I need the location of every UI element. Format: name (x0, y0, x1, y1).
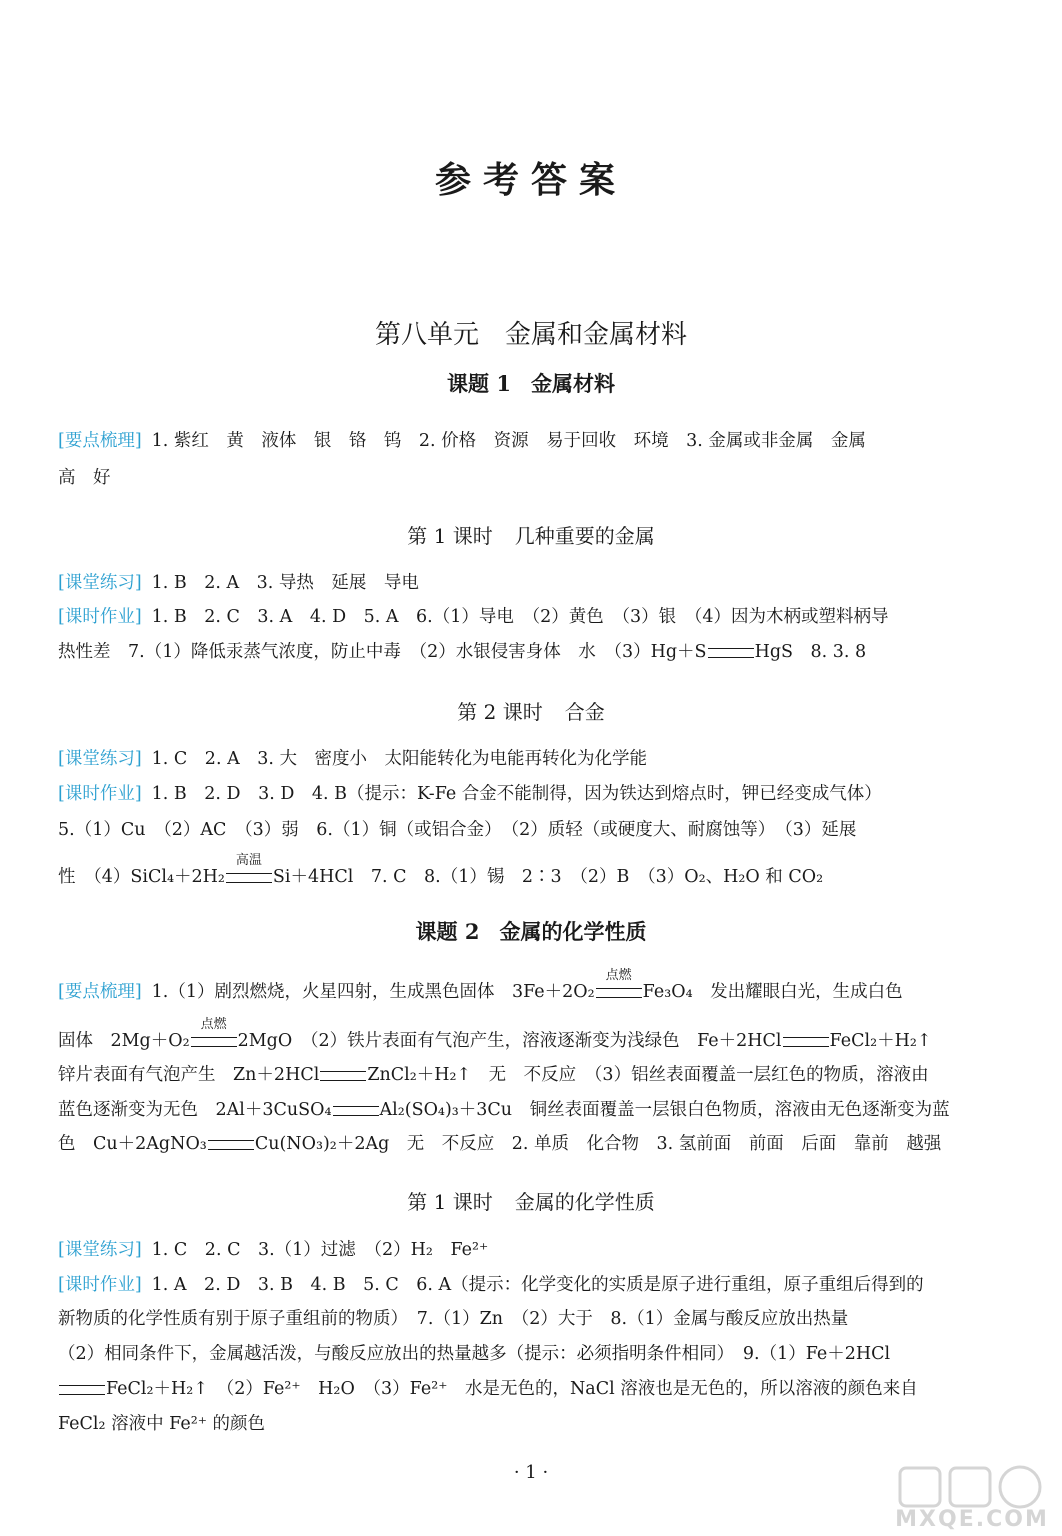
answer-text: 性 （4）SiCl₄＋2H₂ (58, 867, 225, 887)
answer-text: HgS 8. 3. 8 (754, 642, 867, 662)
unit-name: 金属和金属材料 (505, 320, 688, 350)
unit-number: 第八单元 (374, 320, 479, 350)
answer-text: 2MgO （2）铁片表面有气泡产生，溶液逐渐变为浅绿色 Fe＋2HCl (237, 1031, 782, 1051)
lesson-2-name: 合金 (564, 700, 605, 724)
lesson-2-heading (0, 696, 1062, 725)
topic-1-number: 课题 1 (447, 371, 511, 396)
page-number: · 1 · (513, 1462, 549, 1483)
answer-text: 1.（1）剧烈燃烧，火星四射，生成黑色固体 3Fe＋2O₂ (151, 982, 595, 1002)
s2-line-1 (58, 575, 1018, 593)
lesson-3-heading (0, 1186, 1062, 1215)
answer-text: 1. C 2. C 3.（1）过滤 （2）H₂ Fe²⁺ (151, 1240, 489, 1260)
section-tag: [课时作业] (58, 607, 142, 627)
s6-line-4 (58, 1102, 1018, 1120)
topic-1-heading (0, 368, 1062, 398)
answer-text: 固体 2Mg＋O₂ (58, 1031, 190, 1051)
s8-line-1 (58, 1277, 1018, 1295)
s8-line-2 (58, 1311, 1018, 1329)
answer-text: FeCl₂＋H₂↑ （2）Fe²⁺ H₂O （3）Fe²⁺ 水是无色的，NaCl 溶液也是无色的，所以溶液的颜色来自 (106, 1379, 918, 1399)
lesson-2-number: 第 2 课时 (457, 700, 543, 724)
s6-line-5 (58, 1136, 1018, 1154)
section-tag: [课时作业] (58, 1275, 142, 1295)
answer-text: 蓝色逐渐变为无色 2Al＋3CuSO₄ (58, 1100, 332, 1120)
lesson-1-number: 第 1 课时 (407, 524, 493, 548)
answer-text: 1. A 2. D 3. B 4. B 5. C 6. A（提示：化学变化的实质是原子进行重组，原子重组后得到的 (151, 1275, 924, 1295)
answer-text: （2）相同条件下，金属越活泼，与酸反应放出的热量越多（提示：必须指明条件相同） 9.（1）Fe＋2HCl (58, 1344, 891, 1364)
s3-line-2 (58, 644, 1018, 662)
answer-text: 1. 紫红 黄 液体 银 铬 钨 2. 价格 资源 易于回收 环境 3. 金属或非金属 金属 (151, 431, 866, 451)
unit-heading (0, 314, 1062, 351)
answer-text: 锌片表面有气泡产生 Zn＋2HCl (58, 1065, 320, 1085)
page-title: 参考答案 (434, 159, 627, 201)
topic-2-number: 课题 2 (415, 919, 480, 944)
s8-line-5 (58, 1416, 1018, 1434)
reaction-condition: 高温 (235, 852, 262, 868)
s8-line-3 (58, 1346, 1018, 1364)
answer-text: Si＋4HCl 7. C 8.（1）锡 2∶3 （2）B （3）O₂、H₂O 和 CO₂ (272, 867, 824, 887)
answer-text: Al₂(SO₄)₃＋3Cu 铜丝表面覆盖一层银白色物质，溶液由无色逐渐变为蓝 (379, 1100, 950, 1120)
lesson-1-name: 几种重要的金属 (514, 524, 655, 548)
section-tag: [课堂练习] (58, 1240, 142, 1260)
reaction-equals-sign (783, 1037, 829, 1047)
reaction-equals-sign (191, 1016, 237, 1047)
answer-text: FeCl₂ 溶液中 Fe²⁺ 的颜色 (58, 1414, 266, 1434)
watermark-logo-icon (892, 1462, 1052, 1512)
s7-line-1 (58, 1242, 1018, 1260)
reaction-equals-sign (59, 1385, 105, 1395)
answer-text: 1. C 2. A 3. 大 密度小 太阳能转化为电能再转化为化学能 (151, 749, 647, 769)
topic-2-heading (0, 916, 1062, 946)
reaction-condition: 点燃 (200, 1016, 227, 1032)
lesson-1-heading (0, 520, 1062, 549)
reaction-equals-sign (596, 967, 642, 998)
s5-line-1 (58, 786, 1018, 804)
answer-text: 新物质的化学性质有别于原子重组前的物质） 7.（1）Zn （2）大于 8.（1）金属与酸反应放出热量 (58, 1309, 849, 1329)
s3-line-1 (58, 609, 1018, 627)
reaction-equals-sign (208, 1140, 254, 1150)
topic-2-name: 金属的化学性质 (499, 919, 647, 944)
reaction-equals-sign (226, 852, 272, 883)
answer-text: Cu(NO₃)₂＋2Ag 无 不反应 2. 单质 化合物 3. 氢前面 前面 后面 靠前 越强 (254, 1134, 942, 1154)
answer-text: 5.（1）Cu （2）AC （3）弱 6.（1）铜（或铝合金） （2）质轻（或硬度大、耐腐蚀等） （3）延展 (58, 820, 857, 840)
s6-line-3 (58, 1067, 1018, 1085)
answer-text: 高 好 (58, 468, 111, 488)
section-tag: [课堂练习] (58, 749, 142, 769)
answer-text: FeCl₂＋H₂↑ (829, 1031, 932, 1051)
reaction-equals-sign (708, 648, 754, 658)
answer-text: 1. B 2. C 3. A 4. D 5. A 6.（1）导电 （2）黄色 （3）银 （4）因为木柄或塑料柄导 (151, 607, 889, 627)
reaction-equals-sign (333, 1106, 379, 1116)
s5-line-2 (58, 822, 1018, 840)
s6-line-2 (58, 1016, 1018, 1051)
section-tag: [要点梳理] (58, 431, 142, 451)
answer-text: Fe₃O₄ 发出耀眼白光，生成白色 (642, 982, 903, 1002)
s6-line-1 (58, 967, 1018, 1002)
section-tag: [课时作业] (58, 784, 142, 804)
lesson-3-number: 第 1 课时 (407, 1190, 493, 1214)
section-tag: [课堂练习] (58, 573, 142, 593)
s5-line-3 (58, 852, 1018, 887)
s4-line-1 (58, 751, 1018, 769)
reaction-equals-sign (320, 1071, 366, 1081)
answer-text: 1. B 2. D 3. D 4. B（提示：K-Fe 合金不能制得，因为铁达到熔点时，钾已经变成气体） (151, 784, 882, 804)
answer-text: 1. B 2. A 3. 导热 延展 导电 (151, 573, 419, 593)
answer-text: 热性差 7.（1）降低汞蒸气浓度，防止中毒 （2）水银侵害身体 水 （3）Hg＋S (58, 642, 707, 662)
reaction-condition: 点燃 (605, 967, 632, 983)
watermark-logo (892, 1462, 1052, 1532)
lesson-3-name: 金属的化学性质 (514, 1190, 655, 1214)
s1-line-2 (58, 470, 1018, 488)
answer-text: ZnCl₂＋H₂↑ 无 不反应 （3）铝丝表面覆盖一层红色的物质，溶液由 (367, 1065, 929, 1085)
answer-text: 色 Cu＋2AgNO₃ (58, 1134, 207, 1154)
topic-1-name: 金属材料 (530, 371, 615, 396)
s1-line-1 (58, 433, 1018, 451)
section-tag: [要点梳理] (58, 982, 142, 1002)
watermark-text: MXQE.COM (895, 1507, 1049, 1532)
s8-line-4 (58, 1381, 1018, 1399)
